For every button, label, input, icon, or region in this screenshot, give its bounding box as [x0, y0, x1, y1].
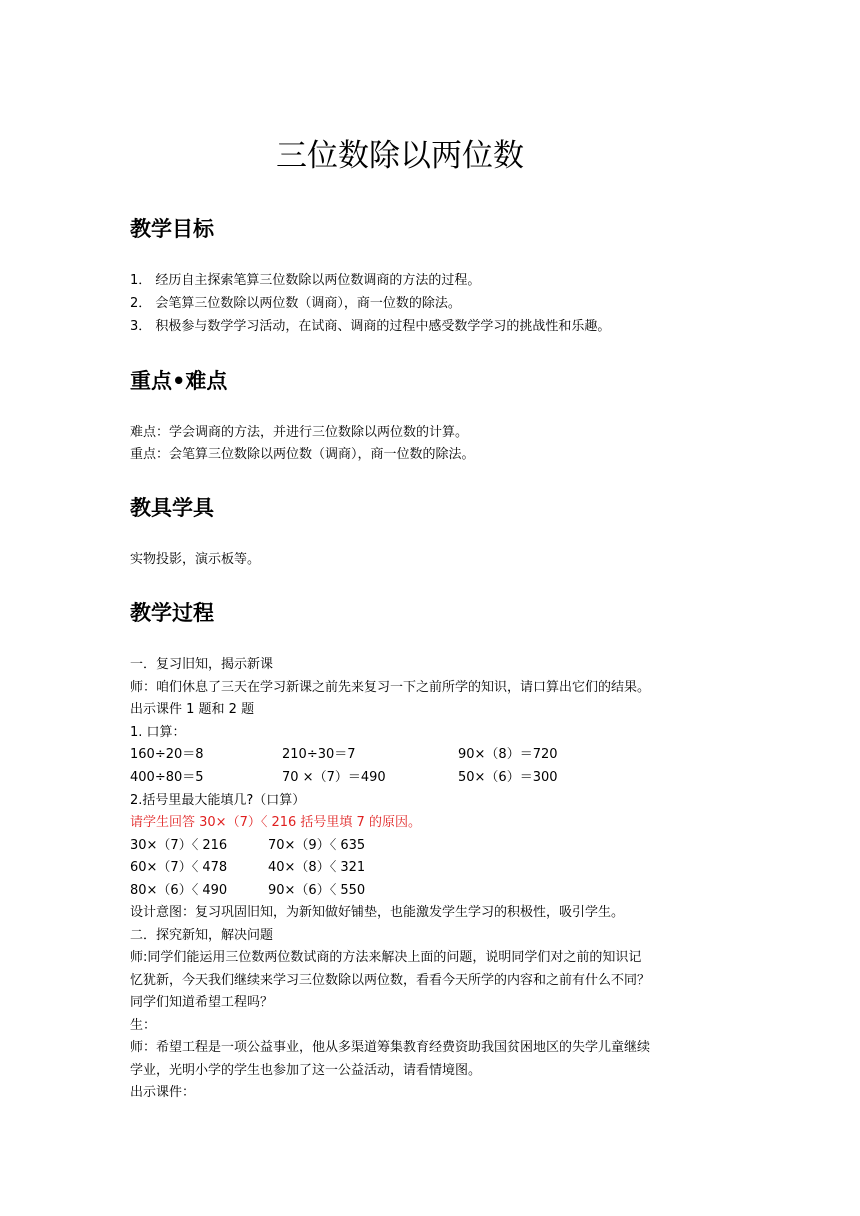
teacher-paragraph-line: 同学们知道希望工程吗？ [130, 995, 274, 1010]
student-response: 生： [130, 1018, 157, 1033]
red-instruction-note: 请学生回答 30×（7）〈 216 括号里填 7 的原因。 [130, 815, 421, 830]
teacher-paragraph-line: 师：希望工程是一项公益事业，他从多渠道筹集教育经费资助我国贫困地区的失学儿童继续 [130, 1040, 651, 1055]
question-2-label: 2.括号里最大能填几?（口算） [130, 793, 306, 808]
teacher-paragraph-line: 师:同学们能运用三位数两位数试商的方法来解决上面的问题，说明同学们对之前的知识记 [130, 950, 642, 965]
part1-title: 一．复习旧知，揭示新课 [130, 657, 274, 672]
fill-bracket-cell: 70×（9）〈 635 [268, 838, 366, 853]
fill-bracket-cell: 40×（8）〈 321 [268, 860, 366, 875]
tools-text: 实物投影，演示板等。 [130, 552, 261, 567]
heading-teaching-goals: 教学目标 [130, 217, 214, 241]
goal-item-3: 3． 积极参与数学学习活动，在试商、调商的过程中感受数学学习的挑战性和乐趣。 [130, 319, 611, 334]
heading-key-points: 重点•难点 [130, 369, 228, 393]
fill-bracket-cell: 90×（6）〈 550 [268, 883, 366, 898]
question-1-label: 1. 口算： [130, 725, 186, 740]
goal-item-2: 2． 会笔算三位数除以两位数（调商），商一位数的除法。 [130, 296, 461, 311]
oral-calc-cell: 50×（6）＝300 [458, 770, 558, 785]
fill-bracket-cell: 80×（6）〈 490 [130, 883, 228, 898]
show-courseware: 出示课件 1 题和 2 题 [130, 702, 255, 717]
heading-teaching-process: 教学过程 [130, 601, 214, 625]
oral-calc-cell: 70 ×（7）＝490 [282, 770, 386, 785]
teacher-intro: 师：咱们休息了三天在学习新课之前先来复习一下之前所学的知识，请口算出它们的结果。 [130, 680, 651, 695]
teacher-paragraph-line: 学业，光明小学的学生也参加了这一公益活动，请看情境图。 [130, 1063, 482, 1078]
part2-title: 二．探究新知，解决问题 [130, 928, 274, 943]
goal-item-1: 1． 经历自主探索笔算三位数除以两位数调商的方法的过程。 [130, 273, 481, 288]
oral-calc-cell: 400÷80＝5 [130, 770, 204, 785]
document-title: 三位数除以两位数 [276, 138, 524, 174]
heading-teaching-tools: 教具学具 [130, 496, 214, 520]
fill-bracket-cell: 60×（7）〈 478 [130, 860, 228, 875]
fill-bracket-cell: 30×（7）〈 216 [130, 838, 228, 853]
design-intent: 设计意图：复习巩固旧知，为新知做好铺垫，也能激发学生学习的积极性，吸引学生。 [130, 905, 625, 920]
key-point-line: 重点：会笔算三位数除以两位数（调商），商一位数的除法。 [130, 447, 475, 462]
oral-calc-cell: 160÷20＝8 [130, 747, 204, 762]
oral-calc-cell: 210÷30＝7 [282, 747, 356, 762]
teacher-paragraph-line: 忆犹新，今天我们继续来学习三位数除以两位数，看看今天所学的内容和之前有什么不同？ [130, 973, 651, 988]
show-courseware-2: 出示课件： [130, 1085, 196, 1100]
oral-calc-cell: 90×（8）＝720 [458, 747, 558, 762]
difficulty-line: 难点：学会调商的方法，并进行三位数除以两位数的计算。 [130, 425, 469, 440]
